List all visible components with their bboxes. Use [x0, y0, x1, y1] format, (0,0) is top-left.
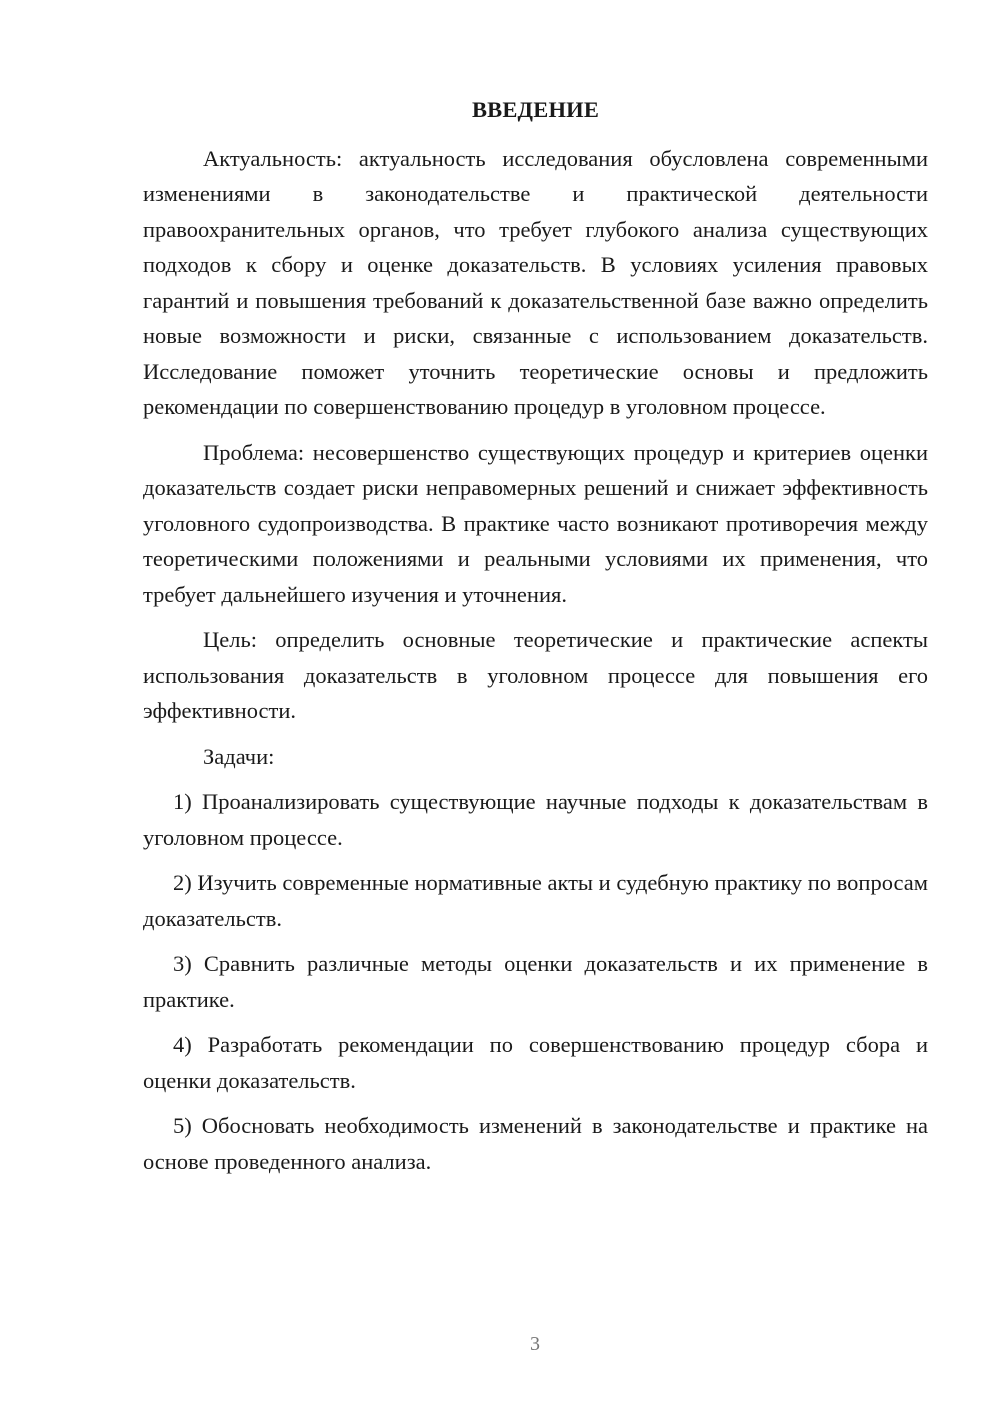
relevance-paragraph: Актуальность: актуальность исследования обусловлена современными изменениями в законодательстве и практической деятельности правоохранительных органов, что требует глубокого анализа существующих подходов к сбору и оценке доказательств. В условиях усиления правовых гарантий и повышения требований к доказательственной базе важно определить новые возможности и риски, связанные с использованием доказательств. Исследование поможет уточнить теоретические основы и предложить рекомендации по совершенствованию процедур в уголовном процессе.: [143, 145, 928, 419]
tasks-heading: Задачи:: [203, 743, 275, 769]
task-item-3: 3) Сравнить различные методы оценки доказательств и их применение в практике.: [143, 951, 928, 1012]
page-content: [143, 92, 928, 1189]
task-item-5: 5) Обосновать необходимость изменений в законодательстве и практике на основе проведенного анализа.: [143, 1113, 928, 1174]
section-title: ВВЕДЕНИЕ: [471, 97, 600, 122]
page-number: 3: [530, 1333, 540, 1355]
problem-paragraph: Проблема: несовершенство существующих процедур и критериев оценки доказательств создает риски неправомерных решений и снижает эффективность уголовного судопроизводства. В практике часто возникают противоречия между теоретическими положениями и реальными условиями их применения, что требует дальнейшего изучения и уточнения.: [143, 439, 928, 607]
goal-paragraph: Цель: определить основные теоретические и практические аспекты использования доказательств в уголовном процессе для повышения его эффективности.: [143, 627, 928, 723]
task-item-4: 4) Разработать рекомендации по совершенствованию процедур сбора и оценки доказательств.: [143, 1032, 928, 1093]
task-item-1: 1) Проанализировать существующие научные подходы к доказательствам в уголовном процессе.: [143, 789, 928, 850]
task-item-2: 2) Изучить современные нормативные акты и судебную практику по вопросам доказательств.: [143, 870, 928, 931]
